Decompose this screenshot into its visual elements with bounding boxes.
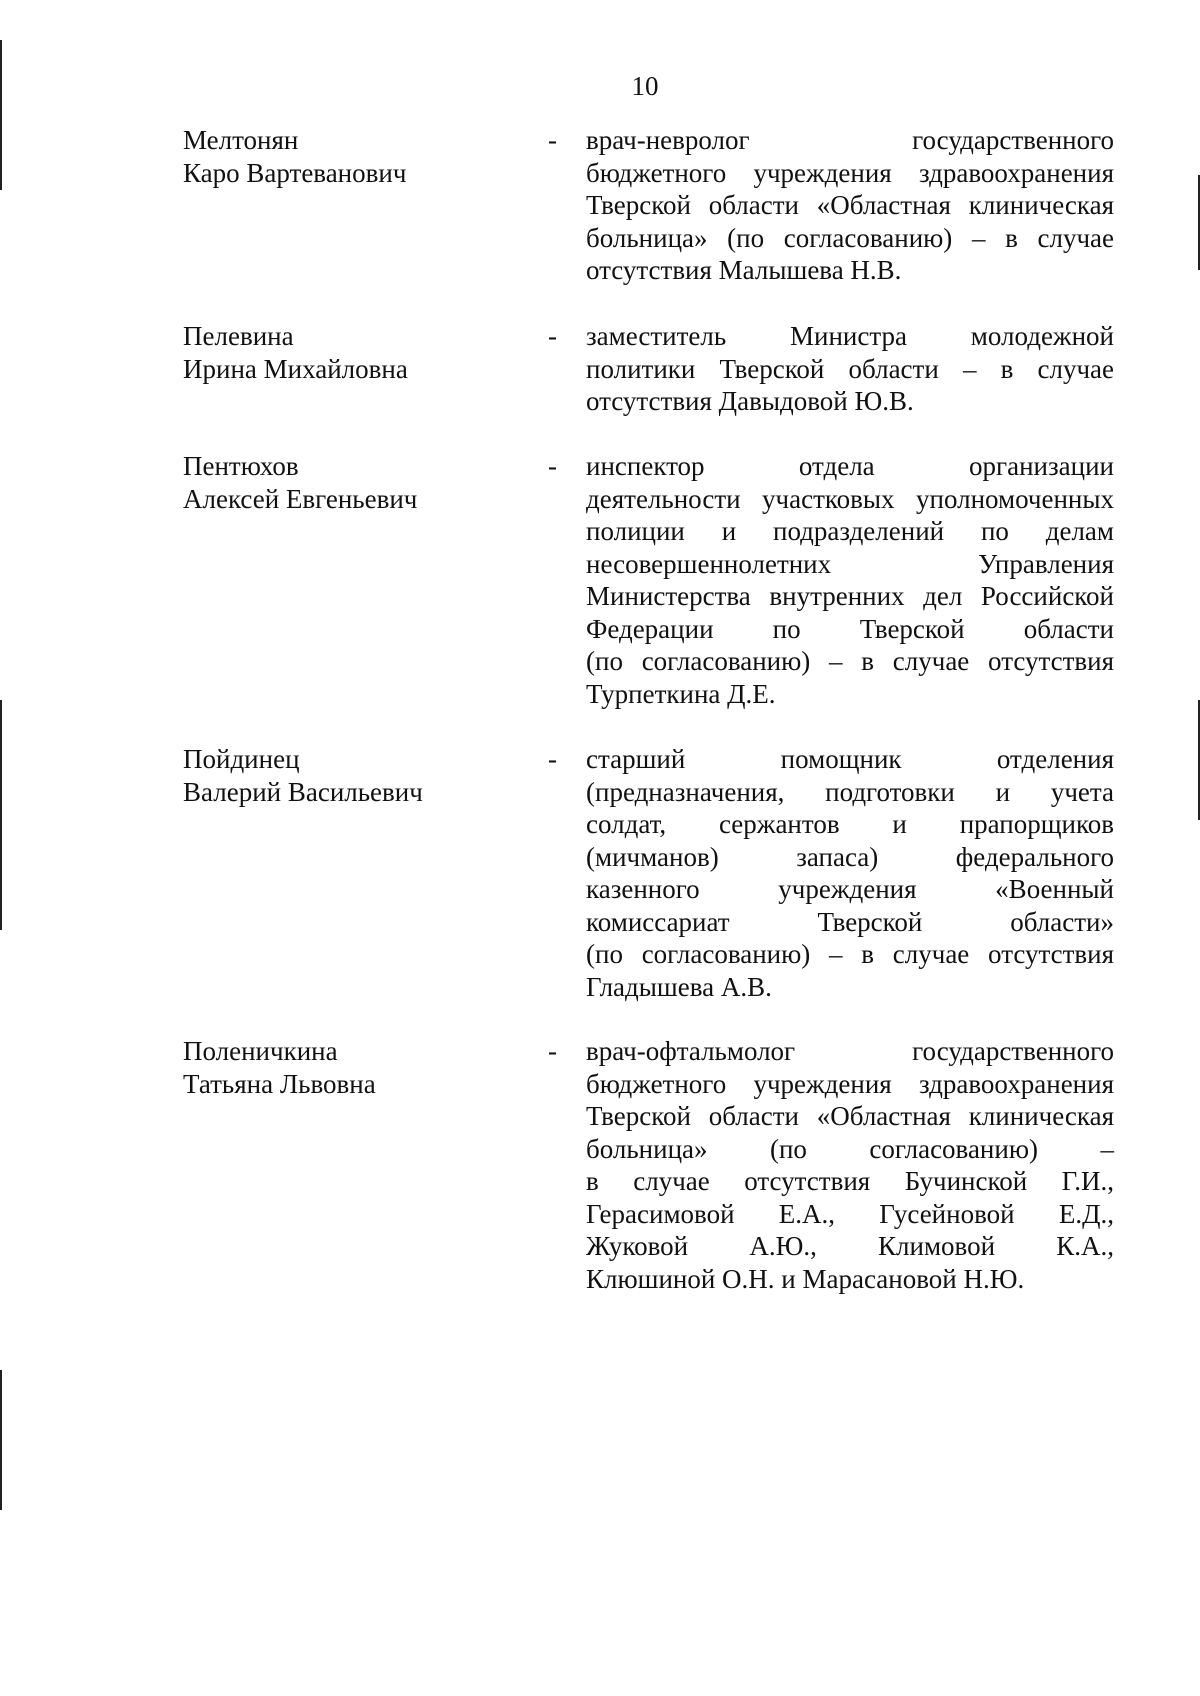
member-given-names: Алексей Евгеньевич (183, 483, 418, 514)
position-line: Федерации по Тверской области (586, 613, 1114, 644)
entry-dash: - (548, 125, 557, 155)
position-line: отсутствия Давыдовой Ю.В. (586, 386, 914, 416)
position-line: (по согласованию) – в случае отсутствия (586, 939, 1114, 969)
member-position (586, 450, 1114, 710)
position-line: врач-невролог государственного (586, 125, 1114, 155)
position-line: бюджетного учреждения здравоохранения (586, 157, 1114, 188)
position-line: казенного учреждения «Военный (586, 874, 1114, 904)
entry-dash: - (548, 321, 557, 351)
member-surname: Пентюхов (183, 451, 299, 481)
position-line: старший помощник отделения (586, 744, 1114, 774)
member-name (183, 320, 513, 385)
position-line: политики Тверской области – в случае (586, 353, 1114, 384)
member-name (183, 1035, 513, 1100)
position-line: комиссариат Тверской области» (586, 906, 1114, 937)
position-line: врач-офтальмолог государственного (586, 1036, 1114, 1066)
position-line: Клюшиной О.Н. и Марасановой Н.Ю. (586, 1263, 1025, 1294)
position-line: полиции и подразделений по делам (586, 516, 1114, 546)
member-name (183, 450, 513, 515)
position-line: деятельности участковых уполномоченных (586, 483, 1114, 514)
position-line: Жуковой А.Ю., Климовой К.А., (586, 1231, 1114, 1261)
member-name (183, 743, 513, 808)
position-line: (по согласованию) – в случае отсутствия (586, 646, 1114, 676)
position-line: Тверской области «Областная клиническая (586, 190, 1114, 220)
position-line: заместитель Министра молодежной (586, 321, 1114, 351)
member-position (586, 743, 1114, 1003)
position-line: больница» (по согласованию) – в случае (586, 222, 1114, 253)
position-line: в случае отсутствия Бучинской Г.И., (586, 1166, 1114, 1196)
scan-edge-left-3 (0, 1370, 2, 1510)
member-surname: Пелевина (183, 321, 294, 351)
position-line: солдат, сержантов и прапорщиков (586, 809, 1114, 839)
member-surname: Пойдинец (183, 744, 300, 774)
entry-dash: - (548, 451, 557, 481)
member-surname: Мелтонян (183, 125, 299, 155)
position-line: несовершеннолетних Управления (586, 548, 1114, 579)
position-line: Гладышева А.В. (586, 971, 772, 1002)
member-given-names: Татьяна Львовна (183, 1068, 376, 1099)
member-surname: Поленичкина (183, 1036, 338, 1066)
member-given-names: Ирина Михайловна (183, 353, 408, 384)
member-name (183, 124, 513, 189)
position-line: Тверской области «Областная клиническая (586, 1101, 1114, 1131)
position-line: бюджетного учреждения здравоохранения (586, 1068, 1114, 1099)
member-position (586, 1035, 1114, 1295)
position-line: Министерства внутренних дел Российской (586, 581, 1114, 611)
position-line: Турпеткина Д.Е. (586, 678, 776, 709)
entry-dash: - (548, 744, 557, 774)
member-position (586, 124, 1114, 287)
position-line: больница» (по согласованию) – (586, 1133, 1114, 1164)
member-given-names: Валерий Васильевич (183, 776, 423, 807)
position-line: отсутствия Малышева Н.В. (586, 255, 902, 285)
scan-edge-left-1 (0, 40, 2, 190)
member-given-names: Каро Вартеванович (183, 157, 407, 188)
entry-dash: - (548, 1036, 557, 1066)
scan-edge-left-2 (0, 700, 2, 930)
member-position (586, 320, 1114, 418)
page-number: 10 (631, 71, 659, 101)
position-line: (мичманов) запаса) федерального (586, 841, 1114, 872)
position-line: (предназначения, подготовки и учета (586, 776, 1114, 807)
position-line: Герасимовой Е.А., Гусейновой Е.Д., (586, 1198, 1114, 1229)
position-line: инспектор отдела организации (586, 451, 1114, 481)
